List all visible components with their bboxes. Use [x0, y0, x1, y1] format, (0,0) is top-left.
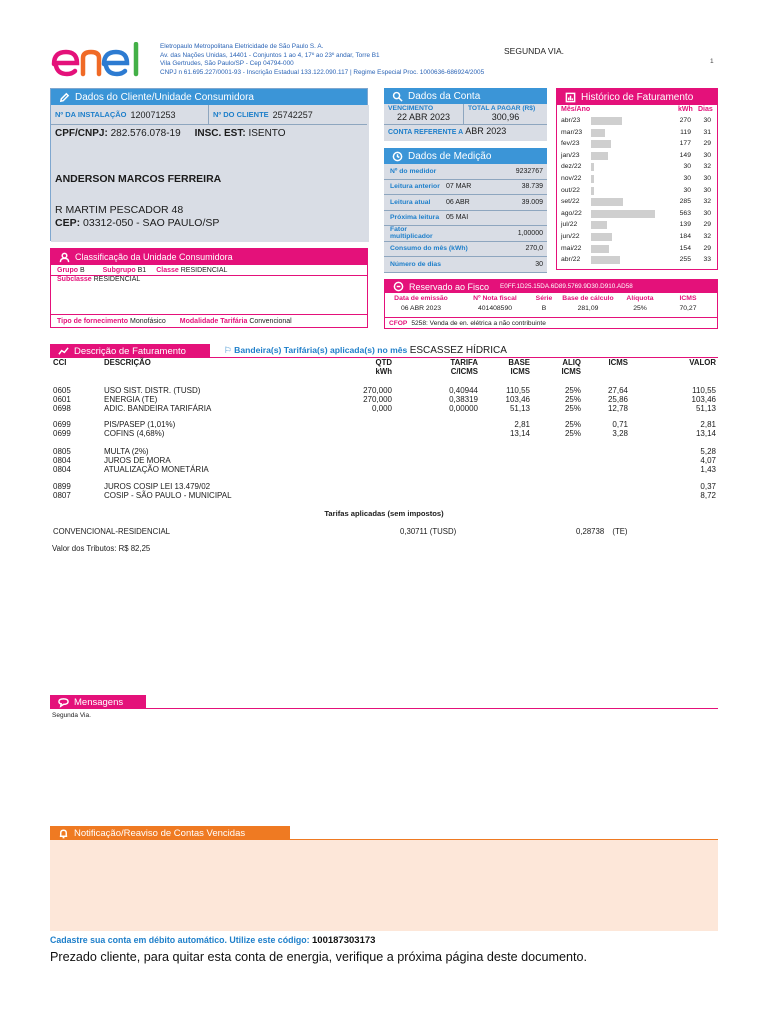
billing-title-tab [50, 344, 210, 358]
billing-desc: ADIC. BANDEIRA TARIFÁRIA [104, 404, 212, 413]
history-row [557, 255, 717, 266]
billing-valor: 1,43 [700, 465, 716, 474]
billing-valor: 5,28 [700, 447, 716, 456]
header-base-label: BASE [508, 358, 530, 367]
history-bar [591, 233, 612, 241]
billing-desc: ATUALIZAÇÃO MONETÁRIA [104, 465, 209, 474]
measurement-row [384, 257, 547, 273]
billing-cci: 0699 [53, 420, 71, 429]
ref-row [388, 126, 506, 136]
class-value: RESIDENCIAL [180, 266, 228, 274]
fisco-section [384, 279, 718, 329]
history-month: mai/22 [561, 244, 582, 252]
billing-desc: USO SIST. DISTR. (TUSD) [104, 386, 201, 395]
subclass-value: RESIDENCIAL [93, 276, 141, 283]
history-kwh: 563 [679, 209, 691, 217]
fisco-val: B [541, 305, 547, 312]
billing-row [50, 491, 718, 500]
history-row [557, 244, 717, 255]
fisco-col: Data de emissão [394, 295, 448, 302]
billing-valor: 103,46 [691, 395, 716, 404]
client-address: R MARTIM PESCADOR 48 [55, 204, 184, 216]
header-tarifa [450, 358, 478, 376]
supply-row [51, 314, 367, 328]
billing-aliq: 25% [564, 395, 581, 404]
te-tariff [576, 527, 628, 536]
billing-row [50, 386, 718, 395]
cep-value: 03312-050 - SAO PAULO/SP [83, 217, 220, 229]
billing-cci: 0899 [53, 482, 71, 491]
header-qtd-label: QTD [375, 358, 392, 367]
billing-cci: 0805 [53, 447, 71, 456]
flag-label: Bandeira(s) Tarifária(s) aplicada(s) no mês [234, 345, 408, 355]
user-icon [59, 252, 70, 263]
tusd-value: 0,30711 [400, 527, 428, 536]
history-month: mar/23 [561, 128, 583, 136]
history-month: dez/22 [561, 163, 582, 171]
billing-valor: 0,37 [700, 482, 716, 491]
fisco-val: 401408590 [477, 305, 513, 312]
measurement-value: 1,00000 [517, 229, 543, 237]
header-valor: VALOR [689, 358, 716, 367]
measurement-row [384, 226, 547, 242]
installation-cell [51, 105, 209, 124]
history-month: abr/22 [561, 256, 581, 264]
user-circle-icon [393, 281, 404, 292]
subclass-row [57, 276, 140, 283]
billing-desc: PIS/PASEP (1,01%) [104, 420, 176, 429]
history-header [557, 89, 717, 105]
billing-qtd: 270,000 [363, 395, 392, 404]
measurement-label: Fator multiplicador [390, 226, 433, 241]
measurement-date: 06 ABR [446, 198, 470, 206]
history-month: set/22 [561, 198, 580, 206]
billing-cci: 0605 [53, 386, 71, 395]
fisco-col: Série [535, 295, 553, 302]
fisco-val: 281,09 [577, 305, 599, 312]
history-days: 29 [703, 140, 711, 148]
class-label: Classe [156, 266, 179, 274]
measurement-label: Número de dias [390, 260, 441, 268]
measurement-label: Nº do medidor [390, 167, 437, 175]
billing-base: 2,81 [514, 420, 530, 429]
billing-desc: ENERGIA (TE) [104, 395, 158, 404]
header-qtd-unit: kWh [375, 367, 392, 376]
account-header [384, 88, 547, 104]
classification-header [51, 249, 367, 265]
tariff-class: CONVENCIONAL-RESIDENCIAL [53, 527, 170, 536]
total-label: TOTAL A PAGAR (R$) [468, 105, 536, 112]
fisco-col: Alíquota [626, 295, 654, 302]
history-month: out/22 [561, 186, 580, 194]
billing-base: 51,13 [509, 404, 530, 413]
history-kwh: 30 [683, 163, 691, 171]
history-days: 30 [703, 117, 711, 124]
history-row [557, 197, 717, 208]
measurement-row [384, 164, 547, 180]
billing-icms: 0,71 [612, 420, 628, 429]
history-bar [591, 152, 608, 160]
ref-label: CONTA REFERENTE A [388, 129, 464, 136]
te-value: 0,28738 [576, 527, 605, 536]
company-info [160, 43, 520, 77]
enel-logo [50, 42, 142, 84]
history-kwh: 255 [679, 256, 691, 264]
billing-header-bar [50, 344, 718, 358]
history-days: 30 [703, 209, 711, 217]
history-days: 32 [703, 233, 711, 240]
history-bar [591, 221, 607, 229]
client-number-label: Nº DO CLIENTE [213, 110, 269, 119]
history-row [557, 174, 717, 185]
history-kwh: 285 [679, 198, 691, 206]
billing-row [50, 429, 718, 438]
billing-base: 110,55 [506, 386, 530, 395]
measurement-label: Consumo do mês (kWh) [390, 245, 468, 253]
header-base [508, 358, 530, 376]
fisco-val: 70,27 [679, 305, 697, 312]
billing-icms: 12,78 [607, 404, 628, 413]
history-month: jun/22 [561, 233, 580, 240]
te-label: (TE) [612, 527, 628, 536]
history-month: nov/22 [561, 175, 582, 182]
client-cep-row [55, 217, 219, 229]
total-cell [464, 104, 547, 125]
billing-row [50, 395, 718, 404]
due-label: VENCIMENTO [388, 105, 434, 112]
history-row [557, 232, 717, 243]
billing-tarifa: 0,40944 [449, 386, 478, 395]
messages-title-tab [50, 695, 146, 709]
messages-header-bar [50, 695, 718, 709]
measurement-date: 05 MAI [446, 214, 469, 222]
message-text: Segunda Via. [52, 712, 91, 719]
billing-desc: JUROS DE MORA [104, 456, 171, 465]
classification-title: Classificação da Unidade Consumidora [75, 252, 233, 262]
billing-aliq: 25% [564, 420, 581, 429]
header-aliq-sub: ICMS [561, 367, 581, 376]
classification-row [51, 265, 367, 276]
cfop-label: CFOP [389, 320, 408, 327]
billing-tarifa: 0,00000 [449, 404, 478, 413]
client-number-cell [209, 105, 367, 124]
fisco-col: ICMS [679, 295, 697, 302]
billing-row [50, 465, 718, 474]
subgroup-label: Subgrupo [102, 266, 136, 274]
installation-row [51, 105, 367, 125]
history-bar [591, 256, 620, 264]
history-month: fev/23 [561, 140, 580, 148]
history-bar [591, 210, 655, 218]
ref-value: ABR 2023 [465, 126, 507, 136]
installation-label: Nº DA INSTALAÇÃO [55, 110, 127, 119]
taxes-total: Valor dos Tributos: R$ 82,25 [52, 544, 151, 553]
billing-valor: 51,13 [695, 404, 716, 413]
billing-row [50, 404, 718, 413]
measurement-row [384, 180, 547, 196]
billing-qtd: 270,000 [363, 386, 392, 395]
history-row [557, 116, 717, 127]
due-value: 22 ABR 2023 [396, 112, 451, 122]
history-kwh: 30 [683, 175, 691, 182]
flag-row [224, 345, 507, 356]
second-copy-label: SEGUNDA VIA. [504, 46, 564, 56]
tariff-mode-value: Convencional [249, 318, 292, 325]
billing-cci: 0699 [53, 429, 71, 438]
history-month: ago/22 [561, 209, 582, 217]
tariff-mode-label: Modalidade Tarifária [179, 318, 248, 325]
history-section [556, 88, 718, 270]
billing-icms: 3,28 [612, 429, 628, 438]
history-days: 31 [703, 128, 711, 136]
measurement-label: Leitura atual [390, 198, 431, 206]
history-days-header: Dias [698, 106, 713, 113]
fisco-code: E0FF.1D25.15DA.6D89.5769.9D30.D910.AD58 [500, 283, 633, 290]
history-row [557, 139, 717, 150]
supply-label: Tipo de fornecimento [57, 318, 129, 325]
subgroup-value: B1 [137, 266, 147, 274]
billing-cci: 0804 [53, 465, 71, 474]
flag-value: ESCASSEZ HÍDRICA [409, 345, 507, 356]
history-row [557, 220, 717, 231]
history-bar [591, 198, 623, 206]
search-icon [392, 91, 403, 102]
notification-title: Notificação/Reaviso de Contas Vencidas [74, 827, 246, 839]
clock-icon [392, 151, 403, 162]
cpf-value: 282.576.078-19 [110, 128, 181, 139]
billing-aliq: 25% [564, 386, 581, 395]
billing-qtd: 0,000 [371, 404, 392, 413]
header-icms: ICMS [608, 358, 628, 367]
billing-valor: 13,14 [695, 429, 716, 438]
history-row [557, 162, 717, 173]
page-number: 1 [710, 58, 714, 65]
fisco-header [385, 280, 717, 293]
notification-header-bar [50, 826, 718, 840]
bar-chart-icon [565, 92, 576, 103]
billing-row [50, 456, 718, 465]
bell-icon [58, 828, 69, 839]
account-section [384, 88, 547, 141]
history-bar [591, 245, 609, 253]
history-row [557, 209, 717, 220]
tusd-label: (TUSD) [429, 527, 457, 536]
chat-bubble-icon [58, 697, 69, 708]
header-qtd [376, 358, 392, 376]
billing-valor: 4,07 [700, 456, 716, 465]
cpf-row [55, 128, 286, 139]
history-days: 30 [703, 151, 711, 159]
history-days: 29 [703, 244, 711, 252]
client-body [51, 105, 369, 242]
notification-body [50, 840, 718, 931]
fisco-column-headers [385, 295, 717, 305]
client-section [50, 88, 368, 241]
history-kwh: 139 [679, 221, 691, 229]
billing-table-header [50, 358, 718, 380]
cpf-label: CPF/CNPJ: [55, 128, 108, 139]
tusd-tariff [400, 527, 456, 536]
history-kwh: 184 [679, 233, 691, 240]
header-aliq [562, 358, 582, 376]
billing-cci: 0601 [53, 395, 71, 404]
history-bar [591, 175, 594, 183]
account-title: Dados da Conta [408, 90, 481, 102]
history-bar [591, 140, 611, 148]
billing-cci: 0804 [53, 456, 71, 465]
history-kwh: 119 [680, 128, 691, 136]
measurement-label: Leitura anterior [390, 183, 440, 191]
group-value: B [79, 266, 85, 274]
billing-valor: 110,55 [692, 386, 716, 395]
auto-debit-text: Cadastre sua conta em débito automático. Utilize este código: [50, 935, 310, 945]
history-month-header: Mês/Ano [561, 106, 591, 113]
history-row [557, 186, 717, 197]
history-bar [591, 187, 594, 195]
flag-icon: ⚐ [224, 345, 232, 355]
client-section-title: Dados do Cliente/Unidade Consumidora [75, 91, 254, 103]
subclass-label: Subclasse [57, 276, 92, 283]
fisco-val: 06 ABR 2023 [400, 305, 442, 312]
group-label: Grupo [57, 266, 78, 274]
billing-row [50, 420, 718, 429]
measurement-header [384, 148, 547, 164]
pencil-icon [59, 92, 70, 103]
history-days: 30 [703, 175, 711, 182]
cfop-row [385, 317, 717, 329]
measurement-value: 9232767 [515, 167, 543, 175]
history-kwh: 154 [679, 244, 691, 252]
company-line: Eletropaulo Metropolitana Eletricidade de São Paulo S. A. [160, 43, 324, 50]
measurement-row [384, 211, 547, 227]
history-row [557, 128, 717, 139]
history-days: 32 [703, 198, 711, 206]
billing-cci: 0698 [53, 404, 71, 413]
cep-label: CEP: [55, 217, 81, 229]
billing-valor: 2,81 [700, 420, 716, 429]
history-month: jul/22 [561, 221, 578, 229]
history-days: 32 [703, 163, 711, 171]
auto-debit-code: 100187303173 [312, 935, 376, 946]
classification-section [50, 248, 368, 328]
notification-title-tab [50, 826, 290, 840]
measurement-row [384, 195, 547, 211]
company-line: CNPJ n 61.695.227/0001-93 - Inscrição Estadual 133.122.090.117 | Regime Especial Proc. 1000636-686924/2005 [160, 68, 485, 76]
measurement-value: 30 [535, 260, 543, 268]
measurement-value: 39.009 [521, 198, 543, 206]
history-kwh: 30 [683, 186, 691, 194]
history-bar [591, 129, 605, 137]
cfop-value: 5258: Venda de en. elétrica a não contribuinte [411, 320, 546, 327]
header-tarifa-sub: C/ICMS [450, 367, 478, 376]
billing-icms: 27,64 [607, 386, 628, 395]
client-name: ANDERSON MARCOS FERREIRA [55, 173, 222, 185]
billing-aliq: 25% [564, 404, 581, 413]
history-kwh: 149 [679, 151, 691, 159]
installation-value: 120071253 [130, 109, 176, 120]
fisco-col: Base de cálculo [562, 295, 614, 302]
client-number-value: 25742257 [272, 109, 313, 120]
billing-cci: 0807 [53, 491, 71, 500]
measurement-title: Dados de Medição [408, 150, 492, 162]
messages-title: Mensagens [74, 696, 124, 708]
history-days: 30 [703, 186, 711, 194]
measurement-value: 38.739 [521, 183, 543, 191]
header-description: DESCRIÇÃO [104, 358, 151, 367]
billing-desc: COFINS (4,68%) [104, 429, 165, 438]
history-month: jan/23 [561, 151, 580, 159]
history-kwh: 177 [679, 140, 691, 148]
history-row [557, 151, 717, 162]
history-bar [591, 163, 594, 171]
header-base-sub: ICMS [510, 367, 530, 376]
auto-debit-row [50, 935, 375, 946]
fisco-values [385, 305, 717, 315]
history-month: abr/23 [561, 117, 581, 124]
history-bar [591, 117, 622, 125]
measurement-value: 270,0 [525, 245, 543, 253]
history-title: Histórico de Faturamento [581, 91, 694, 103]
billing-desc: COSIP - SÃO PAULO - MUNICIPAL [104, 491, 232, 500]
measurement-label: Próxima leitura [390, 214, 440, 222]
supply-value: Monofásico [130, 318, 166, 325]
billing-base: 103,46 [505, 395, 530, 404]
billing-desc: MULTA (2%) [104, 447, 149, 456]
billing-row [50, 482, 718, 491]
tariffs-title: Tarifas aplicadas (sem impostos) [324, 509, 444, 518]
insc-value: ISENTO [248, 128, 286, 139]
company-line: Vila Gertrudes, São Paulo/SP - Cep 04794-000 [160, 60, 294, 68]
billing-valor: 8,72 [700, 491, 716, 500]
trend-icon [58, 346, 69, 357]
billing-base: 13,14 [509, 429, 530, 438]
total-value: 300,96 [491, 112, 520, 122]
history-days: 29 [703, 221, 711, 229]
fisco-val: 25% [633, 305, 647, 312]
due-cell [384, 104, 464, 125]
header-aliq-label: ALIQ [562, 358, 581, 367]
footer-notice: Prezado cliente, para quitar esta conta de energia, verifique a próxima página deste documento. [50, 950, 587, 964]
history-days: 33 [703, 256, 711, 264]
header-tarifa-label: TARIFA [450, 358, 478, 367]
measurement-section [384, 148, 547, 273]
insc-label: INSC. EST: [194, 128, 246, 139]
billing-aliq: 25% [564, 429, 581, 438]
company-line: Av. das Nações Unidas, 14401 - Conjuntos 1 ao 4, 17º ao 23º andar, Torre B1 [160, 51, 380, 59]
billing-row [50, 447, 718, 456]
billing-title: Descrição de Faturamento [74, 345, 186, 357]
measurement-row [384, 242, 547, 258]
history-kwh-header: kWh [678, 106, 693, 113]
fisco-col: Nº Nota fiscal [473, 295, 517, 302]
measurement-date: 07 MAR [446, 183, 472, 191]
client-section-header [51, 89, 367, 105]
fisco-title: Reservado ao Fisco [409, 281, 490, 292]
billing-icms: 25,86 [607, 395, 628, 404]
billing-desc: JUROS COSIP LEI 13.479/02 [104, 482, 211, 491]
header-cci: CCI [53, 358, 67, 367]
billing-tarifa: 0,38319 [449, 395, 478, 404]
history-kwh: 270 [679, 117, 691, 124]
